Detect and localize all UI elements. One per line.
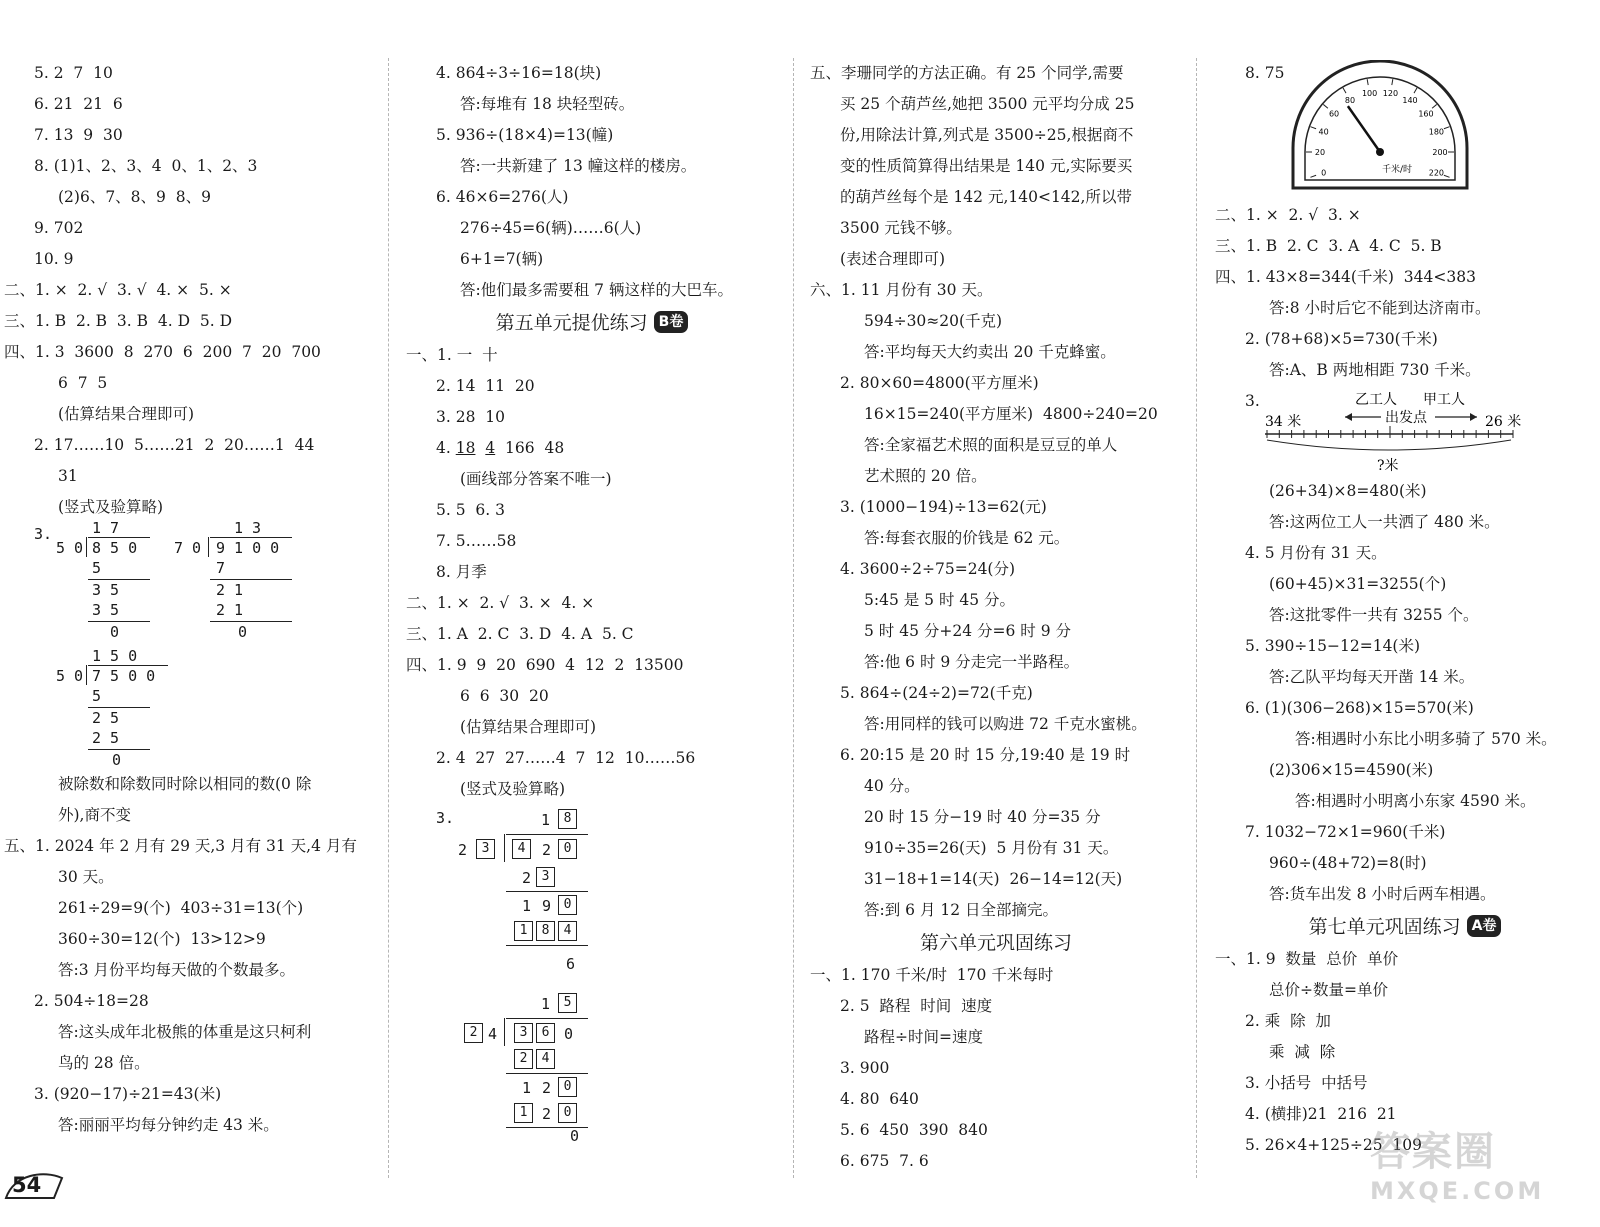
right-distance-label: 26 米 [1485, 414, 1522, 430]
answer-line: 答:用同样的钱可以购进 72 千克水蜜桃。 [864, 715, 1147, 733]
answer-line: 3. 900 [840, 1059, 890, 1077]
answer-line: (估算结果合理即可) [58, 405, 195, 423]
paper-badge: B卷 [654, 311, 689, 333]
right-worker-label: 甲工人 [1423, 392, 1465, 408]
answer-line: 31 [58, 467, 78, 485]
answer-box: 4 [512, 839, 531, 859]
remainder: 0 [110, 623, 120, 641]
answer-line: 答:相遇时小东比小明多骑了 570 米。 [1295, 730, 1557, 748]
dividend-digit: 2 [542, 841, 552, 859]
answer-line: 一、1. 170 千米/时 170 千米每时 [810, 966, 1054, 984]
subtraction-line [88, 579, 150, 580]
partial-product: 2 5 [92, 729, 120, 747]
answer-line: (竖式及验算略) [460, 780, 566, 798]
partial-product: 7 [216, 559, 226, 577]
gauge-pivot [1376, 148, 1384, 156]
answer-line: 4. 5 月份有 31 天。 [1245, 544, 1387, 562]
answer-line: (估算结果合理即可) [460, 718, 597, 736]
answer-line: 2. 17……10 5……21 2 20……1 44 [34, 436, 315, 454]
answer-line: 5. 2 7 10 [34, 64, 113, 82]
gauge-tick [1392, 79, 1393, 85]
answer-line: 答:乙队平均每天开凿 14 米。 [1269, 668, 1475, 686]
answer-line: 二、1. × 2. √ 3. × 4. × [406, 594, 595, 612]
walking-diagram-icon [1255, 386, 1545, 474]
gauge-tick [1414, 88, 1417, 93]
subtraction-line [88, 707, 150, 708]
gauge-tick [1444, 175, 1450, 177]
answer-line: 外),商不变 [58, 806, 131, 824]
answer-line: 五、1. 2024 年 2 月有 29 天,3 月有 31 天,4 月有 [4, 837, 357, 855]
dividend: 7 5 0 0 [92, 667, 156, 685]
answer-line: 2. (78+68)×5=730(千米) [1245, 330, 1438, 348]
answer-line: 5. 936÷(18×4)=13(幢) [436, 126, 614, 144]
answer-box: 1 [514, 1103, 533, 1123]
gauge-tick-label: 20 [1314, 148, 1326, 157]
answer-line: (60+45)×31=3255(个) [1269, 575, 1447, 593]
remainder: 0 [570, 1127, 580, 1145]
answer-line: 鸟的 28 倍。 [58, 1054, 150, 1072]
answer-line: 5. 864÷(24÷2)=72(千克) [840, 684, 1033, 702]
subtraction-line [210, 579, 292, 580]
quotient-digit: 1 [541, 995, 551, 1013]
gauge-tick-label: 140 [1402, 96, 1418, 106]
answer-line: 三、1. B 2. C 3. A 4. C 5. B [1215, 237, 1442, 255]
answer-line: 6. 21 21 6 [34, 95, 123, 113]
answer-line: (26+34)×8=480(米) [1269, 482, 1427, 500]
page-number [4, 1168, 68, 1202]
column-divider [388, 58, 389, 1178]
division-bracket [208, 537, 209, 557]
gauge-tick-label: 120 [1382, 88, 1399, 98]
subtraction-line [506, 1073, 588, 1074]
answer-line: 5 时 45 分+24 分=6 时 9 分 [864, 622, 1071, 640]
answer-line: 31−18+1=14(天) 26−14=12(天) [864, 870, 1123, 888]
answer-column-1 [4, 58, 376, 1141]
answer-line: 2. 乘 除 加 [1245, 1012, 1331, 1030]
answer-line: 6. (1)(306−268)×15=570(米) [1245, 699, 1474, 717]
answer-line: 8. (1)1、2、3、4 0、1、2、3 [34, 157, 258, 175]
underlined-answer: 18 [455, 439, 476, 457]
answer-column-4 [1215, 58, 1595, 1161]
answer-line: (表述合理即可) [840, 250, 946, 268]
answer-line: 8. 月季 [436, 563, 487, 581]
gauge-tick [1323, 104, 1328, 108]
answer-line: 答:这两位工人一共洒了 480 米。 [1269, 513, 1500, 531]
answer-line: 路程÷时间=速度 [864, 1028, 983, 1046]
answer-line: 2. 504÷18=28 [34, 992, 149, 1010]
answer-box: 4 [558, 921, 577, 941]
answer-line: 二、1. × 2. √ 3. √ 4. × 5. × [4, 281, 232, 299]
remainder: 0 [112, 751, 122, 769]
quotient-digit: 1 [541, 811, 551, 829]
column-divider [793, 58, 794, 1178]
division-bracket [86, 537, 87, 557]
answer-line: 3. (1000−194)÷13=62(元) [840, 498, 1047, 516]
answer-line: 40 分。 [864, 777, 920, 795]
answer-line: 三、1. B 2. B 3. B 4. D 5. D [4, 312, 233, 330]
answer-line: 答:一共新建了 13 幢这样的楼房。 [460, 157, 697, 175]
answer-line: 30 天。 [58, 868, 114, 886]
answer-line: 3. (920−17)÷21=43(米) [34, 1085, 222, 1103]
dividend: 8 5 0 [92, 539, 138, 557]
watermark [1370, 1120, 1590, 1205]
answer-line: 2. 14 11 20 [436, 377, 535, 395]
answer-line: 买 25 个葫芦丝,她把 3500 元平均分成 25 [840, 95, 1135, 113]
answer-line: 四、1. 9 9 20 690 4 12 2 13500 [406, 656, 684, 674]
answer-line: 答:他们最多需要租 7 辆这样的大巴车。 [460, 281, 733, 299]
answer-box: 4 [536, 1049, 555, 1069]
watermark-domain: MXQE.COM [1370, 1177, 1545, 1205]
partial-remainder: 2 1 [216, 581, 244, 599]
divisor: 5 0 [56, 539, 84, 557]
answer-line: 答:这批零件一共有 3255 个。 [1269, 606, 1479, 624]
answer-line: 594÷30≈20(千克) [864, 312, 1003, 330]
total-brace [1267, 440, 1511, 450]
answer-box: 0 [558, 839, 577, 859]
answer-line: 6 7 5 [58, 374, 108, 392]
gauge-needle [1348, 106, 1380, 152]
dividend: 9 1 0 0 [216, 539, 280, 557]
quotient: 1 7 [92, 519, 120, 537]
answer-box: 6 [536, 1023, 555, 1043]
page-number-text: 54 [12, 1173, 42, 1197]
answer-box: 2 [514, 1049, 533, 1069]
answer-line: 五、李珊同学的方法正确。有 25 个同学,需要 [810, 64, 1124, 82]
answer-line: 答:他 6 时 9 分走完一半路程。 [864, 653, 1080, 671]
answer-box: 0 [558, 1103, 577, 1123]
gauge-tick [1310, 175, 1316, 177]
division-bar [210, 537, 292, 538]
division-bracket [504, 834, 505, 862]
answer-line: 7. 13 9 30 [34, 126, 123, 144]
answer-line: 份,用除法计算,列式是 3500÷25,根据商不 [840, 126, 1134, 144]
answer-line: 答:每堆有 18 块轻型砖。 [460, 95, 635, 113]
arrow-head-right [1470, 413, 1477, 421]
answer-line: 6 6 30 20 [460, 687, 549, 705]
gauge-tick-label: 220 [1428, 168, 1445, 178]
arrow-head-left [1345, 413, 1352, 421]
answer-line: 6. 675 7. 6 [840, 1152, 929, 1170]
remainder-digit: 9 [542, 897, 552, 915]
gauge-tick [1444, 127, 1450, 129]
division-bracket [86, 665, 87, 685]
road-ticks [1267, 426, 1513, 438]
gauge-tick [1432, 104, 1437, 108]
answer-line: (2)306×15=4590(米) [1269, 761, 1434, 779]
divisor-digit: 2 [458, 841, 468, 859]
answer-line: 3500 元钱不够。 [840, 219, 962, 237]
section-heading [1215, 910, 1595, 944]
speedometer-block [1215, 58, 1595, 200]
division-bar [506, 834, 588, 835]
partial-product: 5 [92, 687, 102, 705]
answer-box: 2 [464, 1023, 483, 1043]
answer-line: 10. 9 [34, 250, 74, 268]
answer-line: (竖式及验算略) [58, 498, 164, 516]
answer-line: 9. 702 [34, 219, 84, 237]
gauge-unit: 千米/时 [1381, 165, 1413, 175]
quotient: 1 3 [234, 519, 262, 537]
speedometer-icon [1285, 60, 1475, 200]
answer-line: 总价÷数量=单价 [1269, 981, 1388, 999]
divisor: 7 0 [174, 539, 202, 557]
gauge-tick-label: 60 [1328, 109, 1340, 119]
section-title: 第五单元提优练习 [495, 312, 648, 334]
item-number: 3. [1245, 392, 1260, 410]
gauge-tick [1367, 79, 1368, 85]
gauge-tick-label: 0 [1321, 168, 1327, 178]
partial-product: 2 1 [216, 601, 244, 619]
gauge-scale [1306, 79, 1454, 177]
line-diagram [1215, 386, 1595, 476]
product-digit: 2 [542, 1105, 552, 1123]
subtraction-line [506, 891, 588, 892]
answer-line: 4. (横排)21 216 21 [1245, 1105, 1397, 1123]
answer-line: 16×15=240(平方厘米) 4800÷240=20 [864, 405, 1158, 423]
answer-line: 六、1. 11 月份有 30 天。 [810, 281, 993, 299]
long-division-group [4, 519, 376, 769]
section-title: 第七单元巩固练习 [1308, 916, 1461, 938]
answer-line: 4. 864÷3÷16=18(块) [436, 64, 602, 82]
answer-line: 5. 390÷15−12=14(米) [1245, 637, 1421, 655]
division-bar [88, 665, 168, 666]
dividend-digit: 0 [564, 1025, 574, 1043]
answer-line: 5. 26×4+125÷25 109 [1245, 1136, 1423, 1154]
answer-line: 答:货车出发 8 小时后两车相遇。 [1269, 885, 1496, 903]
answer-line: 一、1. 一 十 [406, 346, 498, 364]
answer-line: 四、1. 3 3600 8 270 6 200 7 20 700 [4, 343, 321, 361]
answer-line: 6. 20:15 是 20 时 15 分,19:40 是 19 时 [840, 746, 1131, 764]
gauge-tick-label: 180 [1428, 127, 1445, 137]
subtraction-line [88, 621, 150, 622]
answer-line: 一、1. 9 数量 总价 单价 [1215, 950, 1399, 968]
answer-line: 2. 4 27 27……4 7 12 10……56 [436, 749, 696, 767]
gauge-tick-label: 160 [1418, 109, 1434, 119]
answer-box: 3 [476, 839, 495, 859]
gauge-tick-label: 100 [1361, 88, 1378, 98]
answer-line: 276÷45=6(辆)……6(人) [460, 219, 642, 237]
answer-line: 2. 5 路程 时间 速度 [840, 997, 993, 1015]
gauge-tick [1343, 88, 1346, 93]
underlined-answer: 4 [485, 439, 496, 457]
item-number: 3. [34, 525, 53, 543]
answer-line: 艺术照的 20 倍。 [864, 467, 987, 485]
watermark-logo-text: 答案圈 [1370, 1129, 1496, 1175]
gauge-tick [1310, 127, 1316, 129]
answer-line: 答:全家福艺术照的面积是豆豆的单人 [864, 436, 1118, 454]
answer-line: 乘 减 除 [1269, 1043, 1336, 1061]
answer-line: 8. 75 [1245, 64, 1285, 82]
answer-box: 8 [536, 921, 555, 941]
item-number: 4. [436, 439, 456, 457]
answer-line: 答:到 6 月 12 日全部摘完。 [864, 901, 1059, 919]
subtraction-line [88, 749, 150, 750]
answer-line: 答:3 月份平均每天做的个数最多。 [58, 961, 296, 979]
remainder-digit: 1 [522, 897, 532, 915]
answer-column-3 [810, 58, 1182, 1177]
subtraction-line [506, 945, 588, 946]
product-digit: 2 [522, 869, 532, 887]
answer-line [406, 433, 778, 464]
remainder: 6 [566, 955, 576, 973]
answer-line: 的葫芦丝每个是 142 元,140<142,所以带 [840, 188, 1132, 206]
answer-box: 3 [514, 1023, 533, 1043]
answer-line: 7. 1032−72×1=960(千米) [1245, 823, 1446, 841]
answer-line: 360÷30=12(个) 13>12>9 [58, 930, 266, 948]
remainder-digit: 1 [522, 1079, 532, 1097]
answer-line: 6. 46×6=276(人) [436, 188, 569, 206]
answer-box: 1 [514, 921, 533, 941]
boxed-division-group [406, 805, 778, 1135]
answer-line: 910÷35=26(天) 5 月份有 31 天。 [864, 839, 1119, 857]
subtraction-line [210, 621, 292, 622]
answer-line: 二、1. × 2. √ 3. × [1215, 206, 1361, 224]
gauge-tick-label: 40 [1318, 127, 1329, 137]
answer-line: 答:8 小时后它不能到达济南市。 [1269, 299, 1491, 317]
section-heading [406, 306, 778, 340]
answer-column-2 [406, 58, 778, 1149]
division-bracket [504, 1018, 505, 1046]
answer-line: (画线部分答案不唯一) [460, 470, 612, 488]
division-bar [506, 1018, 588, 1019]
answer-line: (2)6、7、8、9 8、9 [58, 188, 211, 206]
section-title: 第六单元巩固练习 [919, 932, 1072, 954]
answer-box: 3 [536, 867, 555, 887]
remainder-digit: 2 [542, 1079, 552, 1097]
answer-line: 7. 5……58 [436, 532, 517, 550]
divisor-digit: 4 [488, 1025, 498, 1043]
answer-line: 6+1=7(辆) [460, 250, 544, 268]
answer-line: 261÷29=9(个) 403÷31=13(个) [58, 899, 304, 917]
partial-remainder: 2 5 [92, 709, 120, 727]
division-bar [88, 537, 150, 538]
column-divider [1196, 58, 1197, 1178]
answer-line: 5:45 是 5 时 45 分。 [864, 591, 1016, 609]
section-heading [810, 926, 1182, 960]
answer-line: 20 时 15 分−19 时 40 分=35 分 [864, 808, 1101, 826]
answer-line: 960÷(48+72)=8(时) [1269, 854, 1427, 872]
answer-line: 5. 6 450 390 840 [840, 1121, 988, 1139]
gauge-tick-label: 200 [1432, 148, 1448, 157]
answer-box: 0 [558, 1077, 577, 1097]
answer-box: 8 [558, 809, 577, 829]
answer-box: 5 [558, 993, 577, 1013]
final-remainder-row [406, 1127, 778, 1149]
answer-text: 166 48 [505, 439, 565, 457]
answer-line: 答:丽丽平均每分钟约走 43 米。 [58, 1116, 279, 1134]
quotient: 1 5 0 [92, 647, 138, 665]
left-worker-label: 乙工人 [1355, 392, 1397, 408]
partial-product: 5 [92, 559, 102, 577]
answer-line: 3. 小括号 中括号 [1245, 1074, 1368, 1092]
answer-line: 答:这头成年北极熊的体重是这只柯利 [58, 1023, 312, 1041]
partial-remainder: 3 5 [92, 581, 120, 599]
answer-line: 答:A、B 两地相距 730 千米。 [1269, 361, 1481, 379]
paper-badge: A卷 [1467, 915, 1502, 937]
remainder: 0 [238, 623, 248, 641]
gauge-tick-label: 80 [1344, 96, 1356, 106]
answer-line: 3. 28 10 [436, 408, 506, 426]
start-point-label: 出发点 [1385, 410, 1427, 426]
left-distance-label: 34 米 [1265, 414, 1302, 430]
answer-line: 变的性质简算得出结果是 140 元,实际要买 [840, 157, 1133, 175]
answer-line: 2. 80×60=4800(平方厘米) [840, 374, 1039, 392]
answer-line: 四、1. 43×8=344(千米) 344<383 [1215, 268, 1476, 286]
answer-line: 三、1. A 2. C 3. D 4. A 5. C [406, 625, 634, 643]
answer-line: 5. 5 6. 3 [436, 501, 506, 519]
answer-box: 0 [558, 895, 577, 915]
answer-line: 4. 3600÷2÷75=24(分) [840, 560, 1016, 578]
answer-line: 答:相遇时小明离小东家 4590 米。 [1295, 792, 1536, 810]
answer-line: 4. 80 640 [840, 1090, 919, 1108]
unknown-total-label: ?米 [1377, 458, 1399, 474]
divisor: 5 0 [56, 667, 84, 685]
answer-line: 答:每套衣服的价钱是 62 元。 [864, 529, 1070, 547]
answer-line: 答:平均每天大约卖出 20 千克蜂蜜。 [864, 343, 1116, 361]
partial-product: 3 5 [92, 601, 120, 619]
item-number: 3. [436, 809, 455, 827]
answer-line: 被除数和除数同时除以相同的数(0 除 [58, 775, 312, 793]
